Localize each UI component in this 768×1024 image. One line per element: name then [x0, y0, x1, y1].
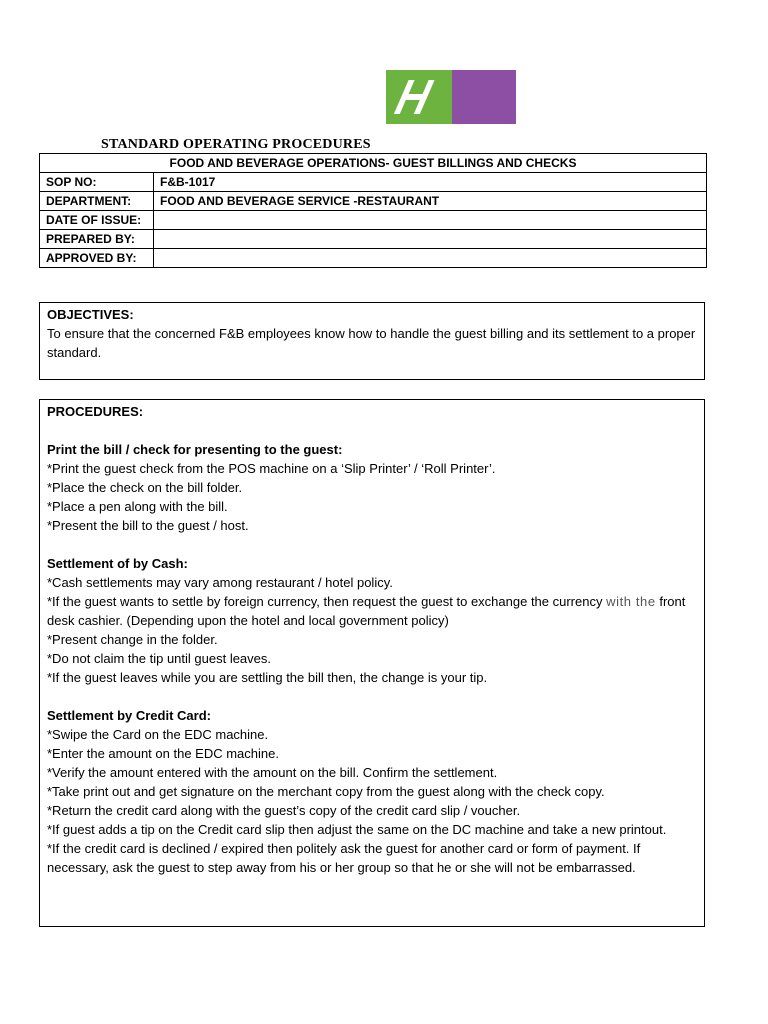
list-item: *Do not claim the tip until guest leaves.	[47, 651, 272, 666]
list-item: *If the guest leaves while you are settling the bill then, the change is your tip.	[47, 670, 488, 685]
list-item: *Present change in the folder.	[47, 632, 218, 647]
procedures-heading: PROCEDURES:	[47, 404, 144, 419]
procedures-box	[39, 399, 705, 927]
list-item: *Take print out and get signature on the merchant copy from the guest along with the check copy.	[47, 784, 605, 799]
list-item: *Place a pen along with the bill.	[47, 499, 228, 514]
table-title-row	[40, 154, 707, 173]
list-item	[47, 592, 697, 630]
row-value: F&B-1017	[154, 173, 707, 192]
list-item: *Verify the amount entered with the amount on the bill. Confirm the settlement.	[47, 765, 498, 780]
list-item: *Place the check on the bill folder.	[47, 480, 243, 495]
list-item-text: *If the guest wants to settle by foreign currency, then request the guest to exchange the currency	[47, 594, 603, 609]
h-logo-icon	[386, 70, 452, 124]
row-label: SOP NO:	[40, 173, 154, 192]
table-row	[40, 230, 707, 249]
objectives-text: To ensure that the concerned F&B employees know how to handle the guest billing and its settlement to a proper standard.	[47, 326, 696, 360]
section-title: Settlement of by Cash:	[47, 556, 188, 571]
list-item: *Cash settlements may vary among restaurant / hotel policy.	[47, 575, 393, 590]
row-value	[154, 230, 707, 249]
document-title: STANDARD OPERATING PROCEDURES	[101, 137, 371, 152]
row-label: PREPARED BY:	[40, 230, 154, 249]
sop-header-table	[39, 153, 707, 268]
table-title: FOOD AND BEVERAGE OPERATIONS- GUEST BILLINGS AND CHECKS	[40, 154, 707, 173]
table-row	[40, 249, 707, 268]
row-label: APPROVED BY:	[40, 249, 154, 268]
list-item-text: front desk cashier. (Depending upon the hotel and local government policy)	[47, 594, 686, 628]
list-item: *Print the guest check from the POS machine on a ‘Slip Printer’ / ‘Roll Printer’.	[47, 461, 496, 476]
logo-h-mark	[386, 70, 452, 124]
objectives-box	[39, 302, 705, 380]
row-label: DATE OF ISSUE:	[40, 211, 154, 230]
row-value: FOOD AND BEVERAGE SERVICE -RESTAURANT	[154, 192, 707, 211]
list-item-continuation: with the	[606, 594, 656, 609]
section-title: Settlement by Credit Card:	[47, 708, 211, 723]
table-row	[40, 173, 707, 192]
holiday-inn-resort-logo	[386, 70, 516, 124]
list-item: *Enter the amount on the EDC machine.	[47, 746, 279, 761]
objectives-heading: OBJECTIVES:	[47, 307, 134, 322]
table-row	[40, 192, 707, 211]
list-item: *Return the credit card along with the guest’s copy of the credit card slip / voucher.	[47, 803, 521, 818]
table-row	[40, 211, 707, 230]
row-value	[154, 249, 707, 268]
row-value	[154, 211, 707, 230]
list-item: *If the credit card is declined / expired then politely ask the guest for another card or form of payment. If necessary, ask the guest to step away from his or her group so that he or she will not be embarrassed.	[47, 841, 641, 875]
logo-wordmark	[452, 70, 516, 124]
section-title: Print the bill / check for presenting to the guest:	[47, 442, 343, 457]
list-item: *If guest adds a tip on the Credit card slip then adjust the same on the DC machine and take a new printout.	[47, 822, 667, 837]
list-item: *Swipe the Card on the EDC machine.	[47, 727, 269, 742]
list-item: *Present the bill to the guest / host.	[47, 518, 249, 533]
row-label: DEPARTMENT:	[40, 192, 154, 211]
